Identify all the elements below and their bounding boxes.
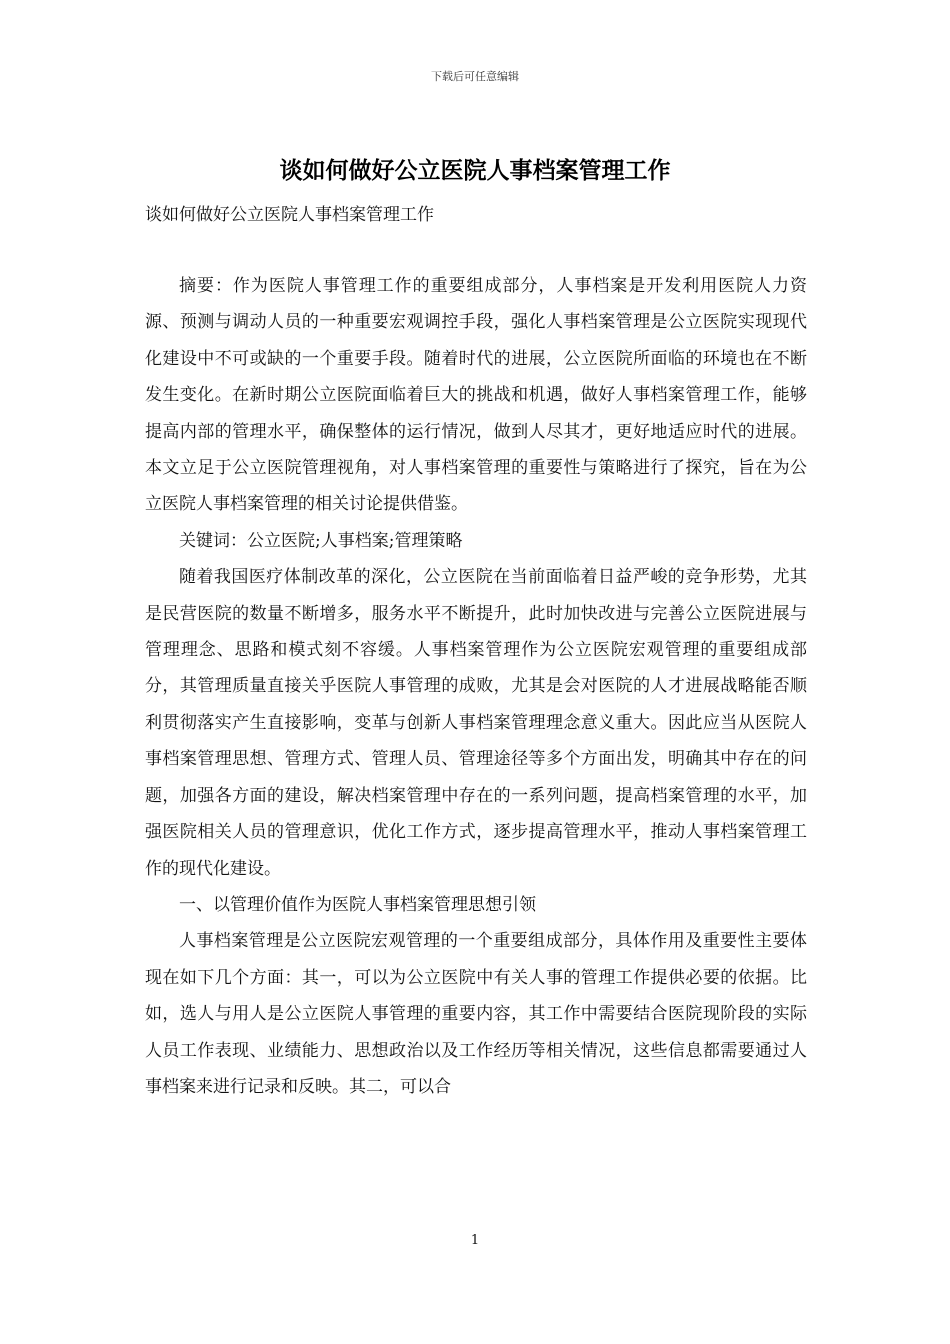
abstract-paragraph: 摘要：作为医院人事管理工作的重要组成部分，人事档案是开发利用医院人力资源、预测与调动人员的一种重要宏观调控手段，强化人事档案管理是公立医院实现现代化建设中不可或缺的一个重要手段。随着时代的进展，公立医院所面临的环境也在不断发生变化。在新时期公立医院面临着巨大的挑战和机遇，做好人事档案管理工作，能够提高内部的管理水平，确保整体的运行情况，做到人尽其才，更好地适应时代的进展。本文立足于公立医院管理视角，对人事档案管理的重要性与策略进行了探究，旨在为公立医院人事档案管理的相关讨论提供借鉴。 <box>145 276 807 515</box>
keywords-paragraph: 关键词：公立医院;人事档案;管理策略 <box>179 530 463 551</box>
intro-paragraph: 随着我国医疗体制改革的深化，公立医院在当前面临着日益严峻的竞争形势，尤其是民营医院的数量不断增多，服务水平不断提升，此时加快改进与完善公立医院进展与管理理念、思路和模式刻不容缓。人事档案管理作为公立医院宏观管理的重要组成部分，其管理质量直接关乎医院人事管理的成败，尤其是会对医院的人才进展战略能否顺利贯彻落实产生直接影响，变革与创新人事档案管理理念意义重大。因此应当从医院人事档案管理思想、管理方式、管理人员、管理途径等多个方面出发，明确其中存在的问题，加强各方面的建设，解决档案管理中存在的一系列问题，提高档案管理的水平，加强医院相关人员的管理意识，优化工作方式，逐步提高管理水平，推动人事档案管理工作的现代化建设。 <box>145 567 807 879</box>
header-note: 下载后可任意编辑 <box>431 70 519 83</box>
document-body <box>145 268 807 1105</box>
section-paragraph: 人事档案管理是公立医院宏观管理的一个重要组成部分，具体作用及重要性主要体现在如下几个方面：其一，可以为公立医院中有关人事的管理工作提供必要的依据。比如，选人与用人是公立医院人事管理的重要内容，其工作中需要结合医院现阶段的实际人员工作表现、业绩能力、思想政治以及工作经历等相关情况，这些信息都需要通过人事档案来进行记录和反映。其二，可以合 <box>145 931 807 1097</box>
document-title: 谈如何做好公立医院人事档案管理工作 <box>279 157 671 184</box>
page-number: 1 <box>470 1233 480 1248</box>
document-subtitle: 谈如何做好公立医院人事档案管理工作 <box>145 205 434 225</box>
section-heading: 一、以管理价值作为医院人事档案管理思想引领 <box>179 894 536 915</box>
